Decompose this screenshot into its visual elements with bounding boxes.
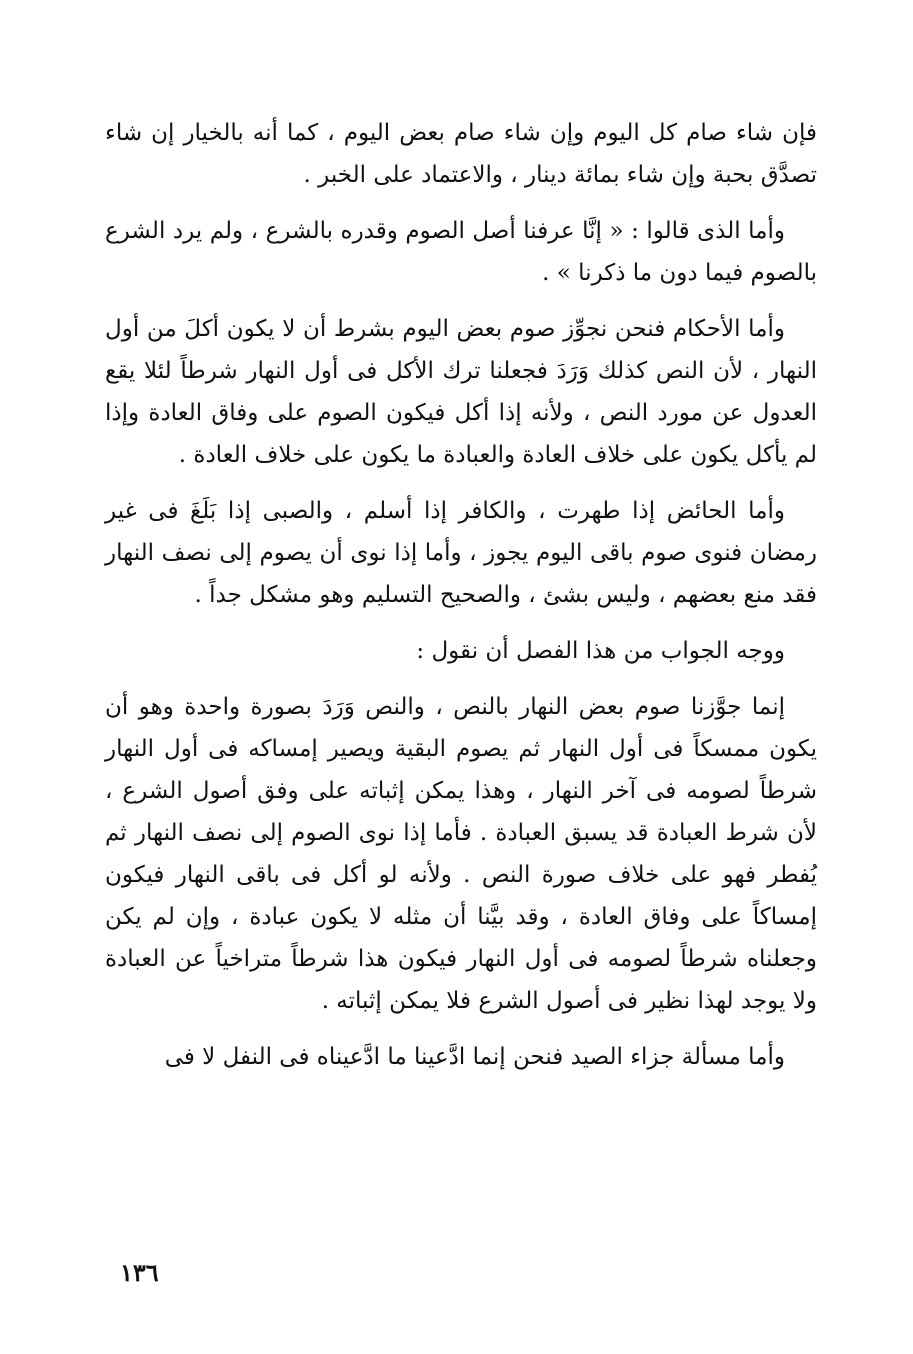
page-number: ١٣٦ — [120, 1258, 159, 1287]
paragraph-2: وأما الذى قالوا : « إنَّا عرفنا أصل الصوم وقدره بالشرع ، ولم يرد الشرع بالصوم فيما دون ما ذكرنا » . — [105, 218, 817, 286]
paragraph-5: ووجه الجواب من هذا الفصل أن نقول : — [416, 638, 785, 664]
paragraph-6: إنما جوَّزنا صوم بعض النهار بالنص ، والنص وَرَدَ بصورة واحدة وهو أن يكون ممسكاً فى أول النهار ثم يصوم البقية ويصير إمساكه فى أول النهار شرطاً لصومه فى آخر النهار ، وهذا يمكن إثباته على وفق أصول الشرع ، لأن شرط العبادة قد يسبق العبادة . فأما إذا نوى الصوم إلى نصف النهار ثم يُفطر فهو على خلاف صورة النص . ولأنه لو أكل فى باقى النهار فيكون إمساكاً على وفاق العادة ، وقد بيَّنا أن مثله لا يكون عبادة ، وإن لم يكن وجعلناه شرطاً لصومه فى أول النهار فيكون هذا شرطاً متراخياً عن العبادة ولا يوجد لهذا نظير فى أصول الشرع فلا يمكن إثباته . — [105, 694, 817, 1014]
page-body — [105, 112, 817, 1092]
paragraph-7: وأما مسألة جزاء الصيد فنحن إنما ادَّعينا ما ادَّعيناه فى النفل لا فى — [164, 1044, 785, 1070]
paragraph-3: وأما الأحكام فنحن نجوِّز صوم بعض اليوم بشرط أن لا يكون أكلَ من أول النهار ، لأن النص كذلك وَرَدَ فجعلنا ترك الأكل فى أول النهار شرطاً لئلا يقع العدول عن مورد النص ، ولأنه إذا أكل فيكون الصوم على وفاق العادة وإذا لم يأكل يكون على خلاف العادة والعبادة ما يكون على خلاف العادة . — [105, 316, 817, 468]
paragraph-1: فإن شاء صام كل اليوم وإن شاء صام بعض اليوم ، كما أنه بالخيار إن شاء تصدَّق بحبة وإن شاء بمائة دينار ، والاعتماد على الخبر . — [105, 120, 817, 188]
paragraph-4: وأما الحائض إذا طهرت ، والكافر إذا أسلم ، والصبى إذا بَلَغَ فى غير رمضان فنوى صوم باقى اليوم يجوز ، وأما إذا نوى أن يصوم إلى نصف النهار فقد منع بعضهم ، وليس بشئ ، والصحيح التسليم وهو مشكل جداً . — [105, 498, 817, 608]
